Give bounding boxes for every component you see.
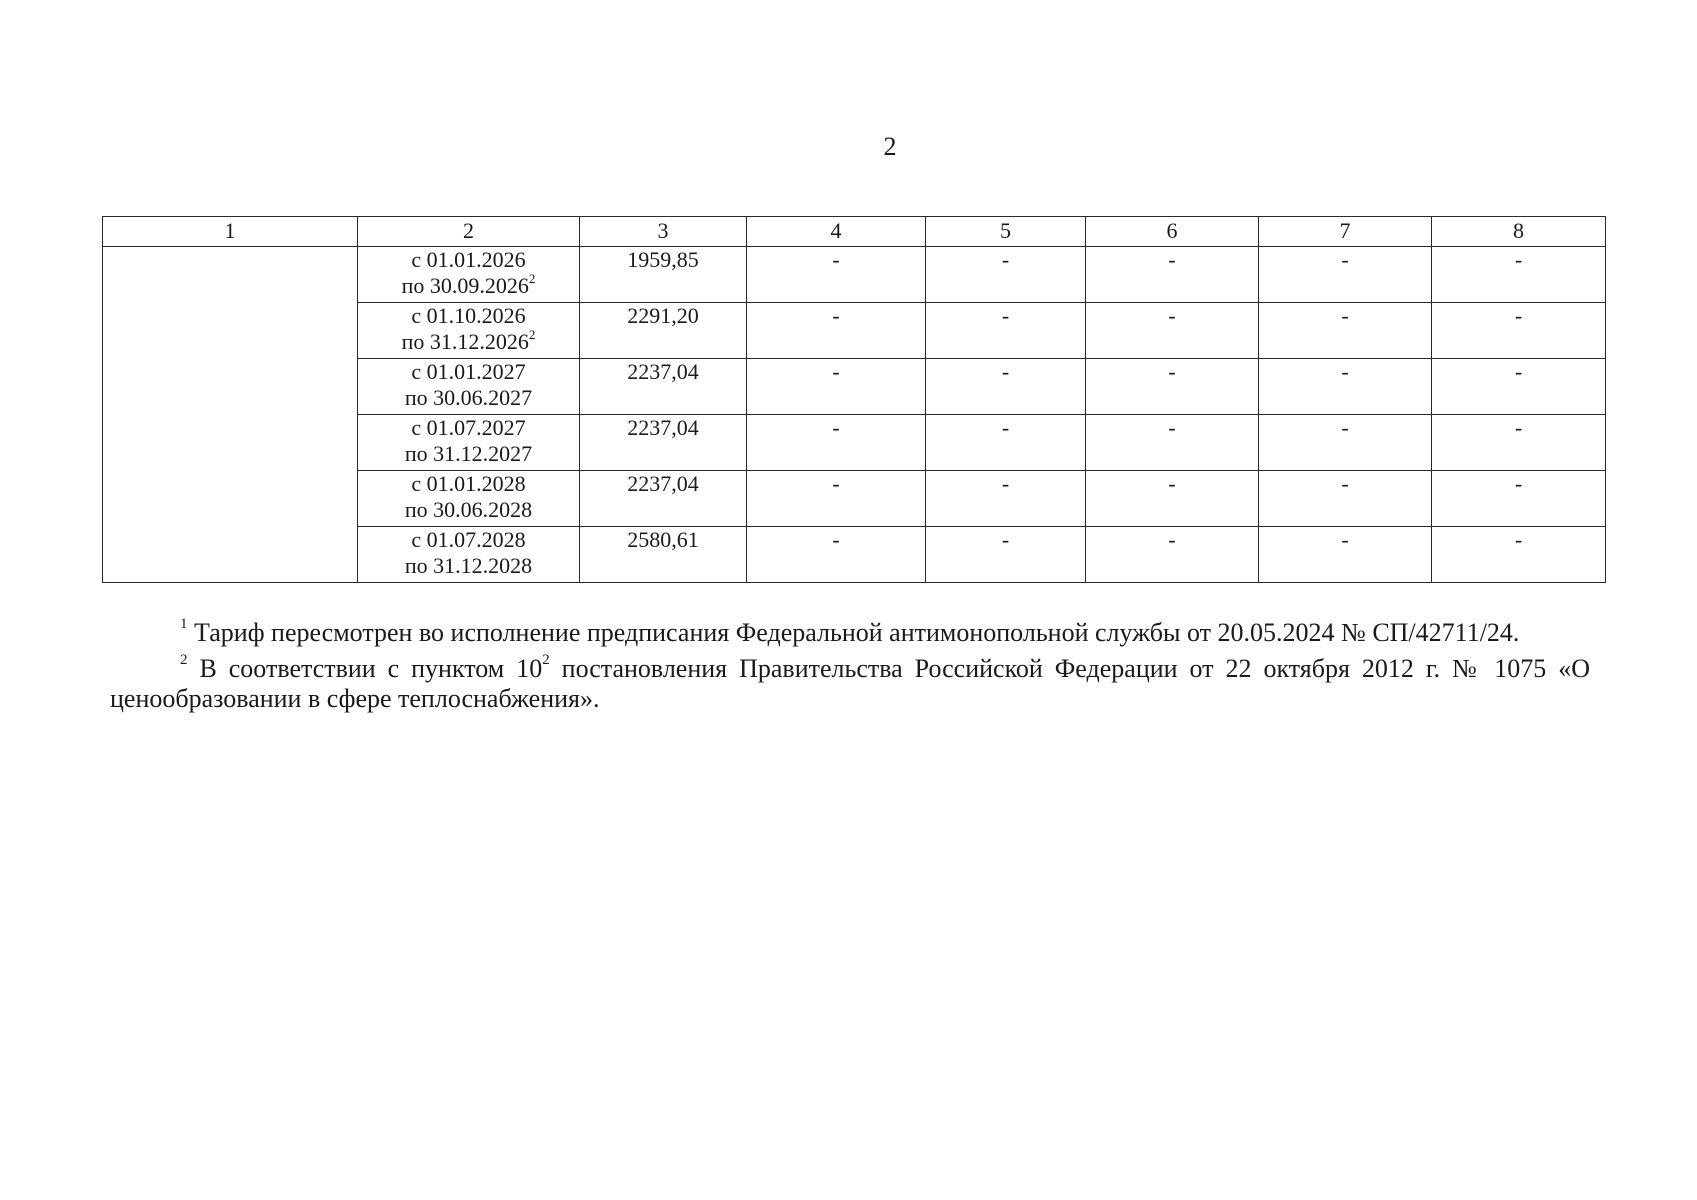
footnote-text-before: В соответствии с пунктом 10 xyxy=(199,654,543,683)
value-cell: - xyxy=(747,471,926,527)
period-cell xyxy=(358,303,580,359)
value-cell: - xyxy=(926,471,1086,527)
paragraph-superscript: 2 xyxy=(542,652,550,669)
value-cell: - xyxy=(1432,471,1606,527)
footnote-mark: 1 xyxy=(180,616,188,633)
value-cell: - xyxy=(1259,471,1432,527)
value-cell: - xyxy=(1086,415,1259,471)
column-header-3: 3 xyxy=(580,217,747,247)
table-header-row xyxy=(103,217,1606,247)
value-cell: - xyxy=(1086,247,1259,303)
period-to: по 30.09.2026 xyxy=(401,273,529,298)
value-cell: - xyxy=(1086,359,1259,415)
period-cell xyxy=(358,247,580,303)
price-cell: 2237,04 xyxy=(580,415,747,471)
footnote-text-after: постановления Правительства Российской Федерации от 22 октября 2012 г. № 1075 «О ценообразовании в сфере теплоснабжения». xyxy=(110,654,1590,713)
value-cell: - xyxy=(747,303,926,359)
value-cell: - xyxy=(747,415,926,471)
period-from: с 01.07.2028 xyxy=(411,527,526,552)
period-cell xyxy=(358,359,580,415)
value-cell: - xyxy=(1432,303,1606,359)
price-cell: 2237,04 xyxy=(580,359,747,415)
value-cell: - xyxy=(747,527,926,583)
value-cell: - xyxy=(1086,527,1259,583)
footnote-2 xyxy=(110,654,1590,714)
column-header-5: 5 xyxy=(926,217,1086,247)
price-cell: 2580,61 xyxy=(580,527,747,583)
tariff-table xyxy=(102,216,1606,583)
footnote-text: Тариф пересмотрен во исполнение предписания Федеральной антимонопольной службы от 20.05.2024 № СП/42711/24. xyxy=(194,618,1520,647)
value-cell: - xyxy=(747,359,926,415)
value-cell: - xyxy=(1432,527,1606,583)
period-from: с 01.07.2027 xyxy=(411,415,526,440)
value-cell: - xyxy=(1086,303,1259,359)
merged-cell-column-1 xyxy=(103,247,358,583)
value-cell: - xyxy=(1432,247,1606,303)
footnote-ref: 2 xyxy=(528,270,536,286)
period-from: с 01.01.2026 xyxy=(411,247,526,272)
value-cell: - xyxy=(1432,359,1606,415)
value-cell: - xyxy=(926,303,1086,359)
footnote-1 xyxy=(110,618,1590,648)
table-row xyxy=(103,247,1606,303)
value-cell: - xyxy=(1259,415,1432,471)
value-cell: - xyxy=(1259,527,1432,583)
column-header-6: 6 xyxy=(1086,217,1259,247)
price-cell: 1959,85 xyxy=(580,247,747,303)
period-to: по 30.06.2027 xyxy=(404,385,533,410)
column-header-2: 2 xyxy=(358,217,580,247)
column-header-4: 4 xyxy=(747,217,926,247)
column-header-8: 8 xyxy=(1432,217,1606,247)
value-cell: - xyxy=(1086,471,1259,527)
period-to: по 30.06.2028 xyxy=(404,497,533,522)
period-to: по 31.12.2028 xyxy=(404,553,533,578)
value-cell: - xyxy=(926,359,1086,415)
period-to: по 31.12.2027 xyxy=(404,441,533,466)
column-header-7: 7 xyxy=(1259,217,1432,247)
price-cell: 2291,20 xyxy=(580,303,747,359)
period-from: с 01.10.2026 xyxy=(411,303,526,328)
value-cell: - xyxy=(926,415,1086,471)
value-cell: - xyxy=(1259,359,1432,415)
period-from: с 01.01.2027 xyxy=(411,359,526,384)
footnotes xyxy=(110,618,1590,714)
footnote-mark: 2 xyxy=(180,652,188,669)
value-cell: - xyxy=(926,527,1086,583)
column-header-1: 1 xyxy=(103,217,358,247)
value-cell: - xyxy=(1259,303,1432,359)
footnote-ref: 2 xyxy=(528,326,536,342)
period-to: по 31.12.2026 xyxy=(401,329,529,354)
price-cell: 2237,04 xyxy=(580,471,747,527)
page-number: 2 xyxy=(883,132,897,161)
period-cell xyxy=(358,415,580,471)
value-cell: - xyxy=(747,247,926,303)
period-from: с 01.01.2028 xyxy=(411,471,526,496)
value-cell: - xyxy=(1259,247,1432,303)
period-cell xyxy=(358,527,580,583)
value-cell: - xyxy=(1432,415,1606,471)
value-cell: - xyxy=(926,247,1086,303)
period-cell xyxy=(358,471,580,527)
